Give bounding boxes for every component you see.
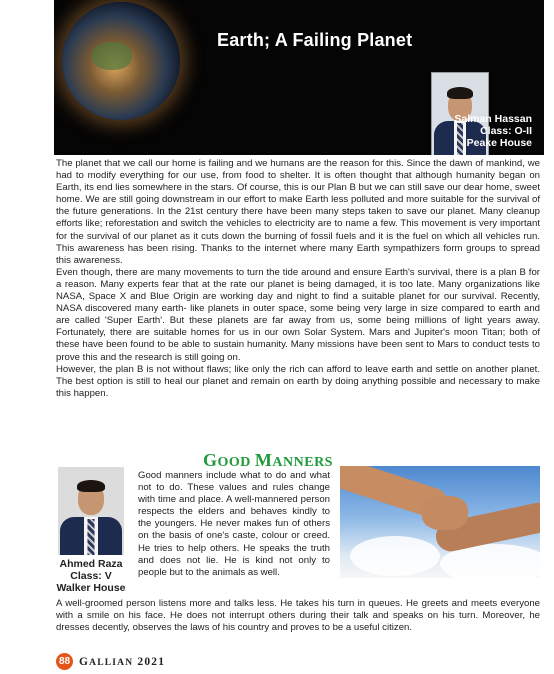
author-name: Salman Hassan (454, 113, 532, 125)
magazine-name: GALLIAN 2021 (79, 655, 166, 668)
article-author (454, 113, 532, 149)
article-header (54, 0, 544, 155)
article-body (56, 158, 540, 400)
page-number: 88 (56, 653, 73, 670)
earth-image (62, 2, 180, 120)
handshake-image (340, 466, 540, 578)
section-title: GOOD MANNERS (203, 450, 333, 470)
author-class: Class: V (70, 570, 112, 583)
paragraph: The planet that we call our home is failing and we humans are the reason for this. Since the dawn of mankind, we had to modify everything for our use, from food to shelter. It is often thought that although humanity began on Earth, its end lies somewhere in the stars. Of course, this is our Plan B but we can still save our dear home, sweet home. We are still going downstream in our effort to make Earth less polluted and more suitable for the survival of the future generations. In the 21st century there have been many steps taken to save our planet. Many cleanup efforts like; reforestation and switch the vehicles to electricity are to name a few. This movement is very important for the survival of our planet as it cuts down the burning of fossil fuels and it is the fuel on which all vehicles run. This awareness has been rising. Thanks to the internet where many Earth sympathizers form groups to spread this awareness. (56, 158, 540, 266)
article-title: Earth; A Failing Planet (217, 30, 413, 50)
paragraph: However, the plan B is not without flaws; like only the rich can afford to leave earth and settle on another planet. The best option is still to heal our planet and remain on earth by doing anything possible and necessary to make this happen. (56, 363, 540, 399)
section-author (52, 558, 130, 595)
author-house: Walker House (56, 582, 126, 595)
paragraph: Even though, there are many movements to turn the tide around and ensure Earth's survival, there is a plan B for a reason. Many experts fear that at the rate our planet is being damaged, it is too late. Many organizations like NASA, Space X and Blue Origin are working day and night to find a suitable planet for our survival. Recently, NASA discovered many earth- like planets in outer space, some being very large in size compared to earth and are called 'Super Earth'. But these planets are far away from us, some being millions of light years away. Fortunately, there are suitable homes for us in our own Solar System. Mars and Jupiter's moon Titan; both of these have been found to be able to sustain humanity. Many missions have been sent to Mars to conduct tests to prove this and the research is still going on. (56, 266, 540, 363)
author-class: Class: O-II (480, 125, 532, 137)
section-paragraph: A well-groomed person listens more and talks less. He takes his turn in queues. He greets and meets everyone with a smile on his face. He does not interrupt others during their talk and speaks on his turn. Moreover, he dresses decently, observes the laws of his country and proves to be a useful citizen. (56, 598, 540, 634)
section-paragraph: Good manners include what to do and what not to do. These values and rules change with time and place. A well-mannered person respects the elders and behaves kindly to the youngers. He never makes fun of others on the basis of one's caste, colour or creed. He tries to help others. He speaks the truth and does not lie. He is kind not only to people but to the animals as well. (138, 470, 330, 578)
author-photo (58, 467, 124, 555)
page-footer (56, 653, 165, 670)
author-name: Ahmed Raza (59, 558, 123, 570)
author-house: Peake House (466, 137, 532, 149)
